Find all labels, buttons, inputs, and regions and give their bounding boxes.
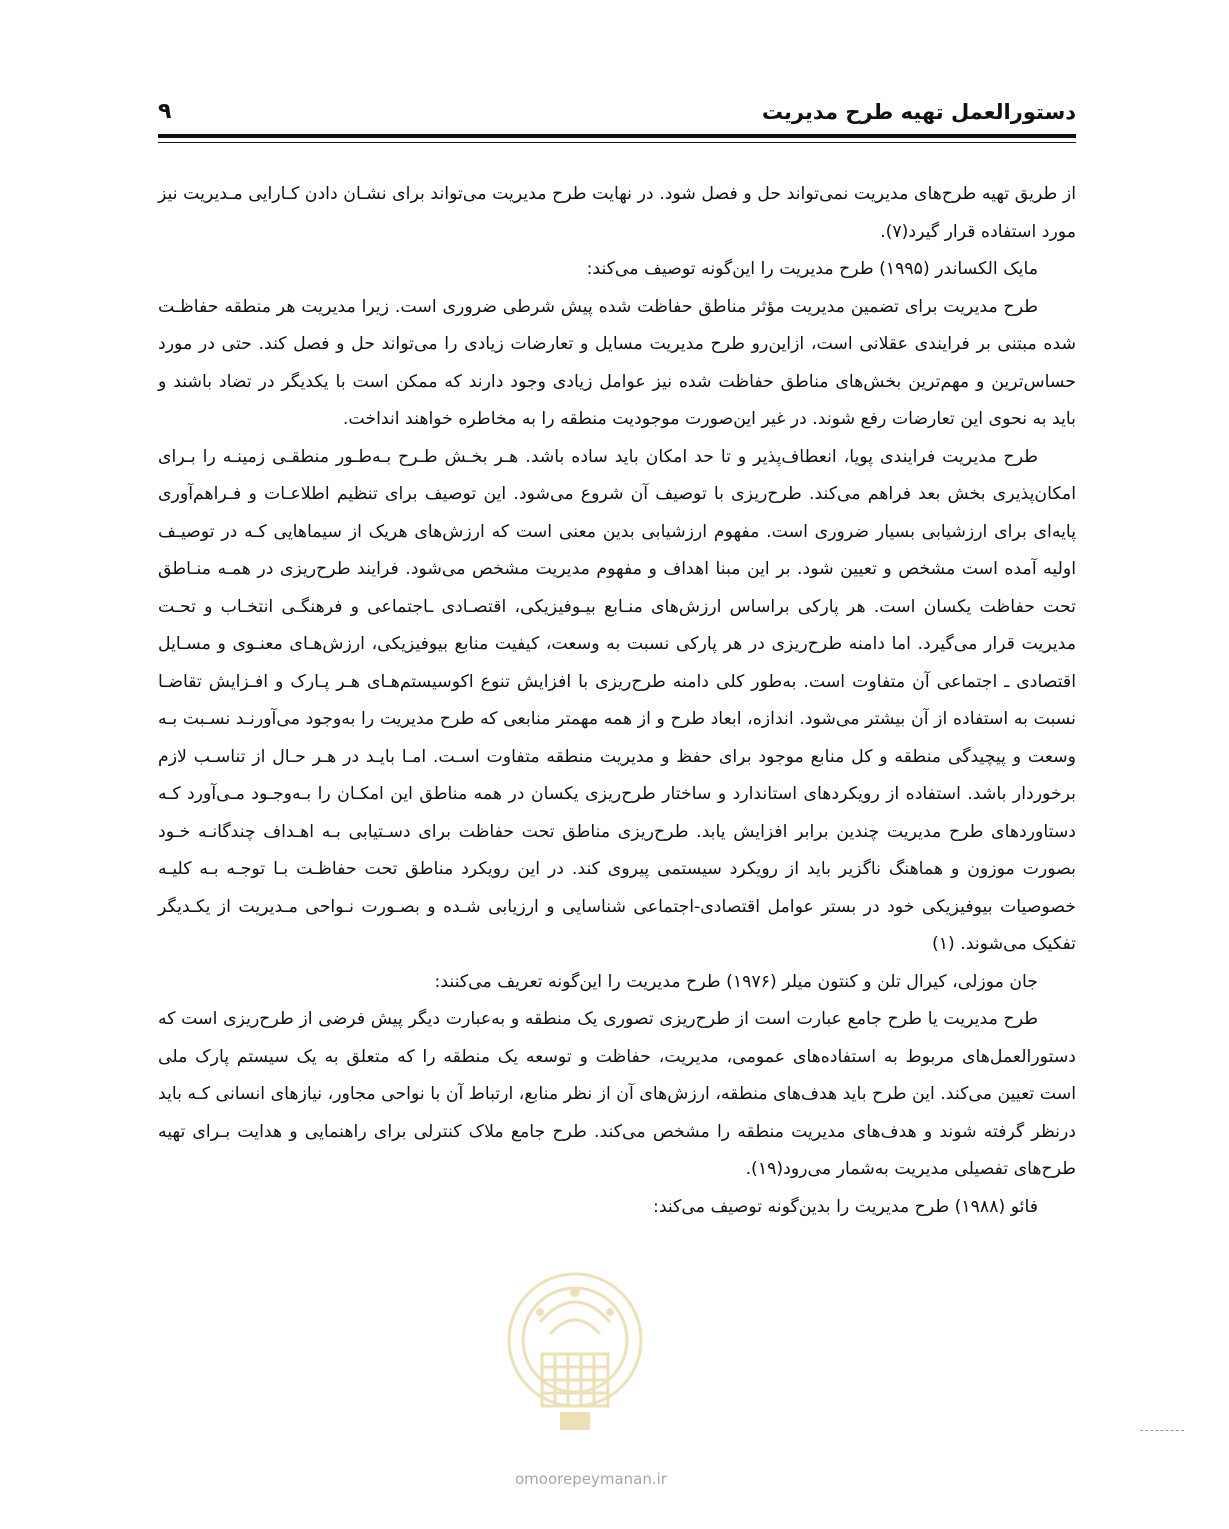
margin-mark	[1140, 1430, 1184, 1432]
header-rule-thin	[158, 142, 1076, 143]
running-title: دستورالعمل تهیه طرح مدیریت	[761, 100, 1076, 124]
paragraph: جان موزلی، کیرال تلن و کنتون میلر (۱۹۷۶) طرح مدیریت را این‌گونه تعریف می‌کنند:	[434, 971, 1038, 992]
watermark-site: omoorepeymanan.ir	[515, 1470, 667, 1488]
paragraph: طرح مدیریت یا طرح جامع عبارت است از طرح‌ریزی تصوری یک منطقه و به‌عبارت دیگر پیش فرضی از طرح‌ریزی است که دستورالعمل‌های مربوط به استفاده‌های عمومی، مدیریت، حفاظت و توسعه یک منطقه را که متعلق به یک سیستم پارک ملی است تعیین می‌کند. این طرح باید هدف‌های منطقه، ارزش‌های آن از نظر منابع، ارتباط آن با نواحی مجاور، نیازهای انسانی کـه باید درنظر گرفته شوند و هدف‌های مدیریت منطقه را مشخص می‌کند. طرح جامع ملاک کنترلی برای راهنمایی و هدایت بـرای تهیه طرح‌های تفصیلی مدیریت به‌شمار می‌رود(۱۹).	[158, 1009, 1076, 1179]
watermark-logo-icon	[500, 1262, 650, 1447]
page-number: ۹	[158, 99, 172, 124]
paragraph: از طریق تهیه طرح‌های مدیریت نمی‌تواند حل و فصل شود. در نهایت طرح مدیریت می‌تواند برای نشـان دادن کـارایی مـدیریت نیز مورد استفاده قرار گیرد(۷).	[158, 184, 1076, 242]
paragraph: طرح مدیریت فرایندی پویا، انعطاف‌پذیر و تا حد امکان باید ساده باشد. هـر بخـش طـرح بـه‌طـور منطقـی زمینـه را بـرای امکان‌پذیری بخش بعد فراهم می‌کند. طرح‌ریزی با توصیف آن شروع می‌شود. این توصیف برای تنظیم اطلاعـات و فـراهم‌آوری پایه‌ای برای ارزشیابی بسیار ضروری است. مفهوم ارزشیابی بدین معنی است که ارزش‌های هریک از سیماهایی کـه در توصیـف اولیه آمده است مشخص و تعیین شود. بر این مبنا اهداف و مفهوم مدیریت مشخص می‌شود. فرایند طرح‌ریزی در همـه منـاطق تحت حفاظت یکسان است. هر پارکی براساس ارزش‌های منـابع بیـوفیزیکی، اقتصـادی ـاجتماعی و فرهنگـی انتخـاب و تحـت مدیریت قرار می‌گیرد. اما دامنه طرح‌ریزی در هر پارکی نسبت به وسعت، کیفیت منابع بیوفیزیکی، ارزش‌هـای معنـوی و مسـایل اقتصادی ـ اجتماعی آن متفاوت است. به‌طور کلی دامنه طرح‌ریزی با افزایش تنوع اکوسیستم‌هـای هـر پـارک و افـزایش تقاضـا نسبت به استفاده از آن بیشتر می‌شود. اندازه، ابعاد طرح و از همه مهمتر منابعی که طرح مدیریت را به‌وجود می‌آورنـد نسـبت بـه وسعت و پیچیدگی منطقه و کل منابع موجود برای حفظ و مدیریت منطقه متفاوت اسـت. امـا بایـد در هـر حـال از تناسـب لازم برخوردار باشد. استفاده از رویکردهای استاندارد و ساختار طرح‌ریزی یکسان در همه مناطق این امکـان را بـه‌وجـود مـی‌آورد کـه دستاوردهای طرح مدیریت چندین برابر افزایش یابد. طرح‌ریزی مناطق تحت حفاظت برای دسـتیابی بـه اهـداف چندگانـه خـود بصورت موزون و هماهنگ ناگزیر باید از رویکرد سیستمی پیروی کند. در این رویکرد مناطق تحت حفاظـت بـا توجـه بـه کلیـه خصوصیات بیوفیزیکی خود در بستر عوامل اقتصادی-اجتماعی شناسایی و ارزیابی شـده و بصـورت نـواحی مـدیریت از یکـدیگر تفکیک می‌شوند. (۱)	[158, 446, 1076, 954]
paragraph: مایک الکساندر (۱۹۹۵) طرح مدیریت را این‌گونه توصیف می‌کند:	[586, 259, 1038, 279]
running-header	[158, 92, 1076, 124]
header-rule-thick	[158, 134, 1076, 138]
paragraph: طرح مدیریت برای تضمین مدیریت مؤثر مناطق حفاظت شده پیش شرطی ضروری است. زیرا مدیریت هر منطقه حفاظـت شده مبتنی بر فرایندی عقلانی است، ازاین‌رو طرح مدیریت مسایل و تعارضات زیادی را می‌تواند حل و فصل کند. حتی در مورد حساس‌ترین و مهم‌ترین بخش‌های مناطق حفاظت شده نیز عوامل زیادی وجود دارند که ممکن است با یکدیگر در تضاد باشند و باید به نحوی این تعارضات رفع شوند. در غیر این‌صورت موجودیت منطقه را به مخاطره خواهند انداخت.	[158, 296, 1076, 429]
body-text	[158, 176, 1076, 1226]
paragraph: فائو (۱۹۸۸) طرح مدیریت را بدین‌گونه توصیف می‌کند:	[653, 1196, 1038, 1217]
